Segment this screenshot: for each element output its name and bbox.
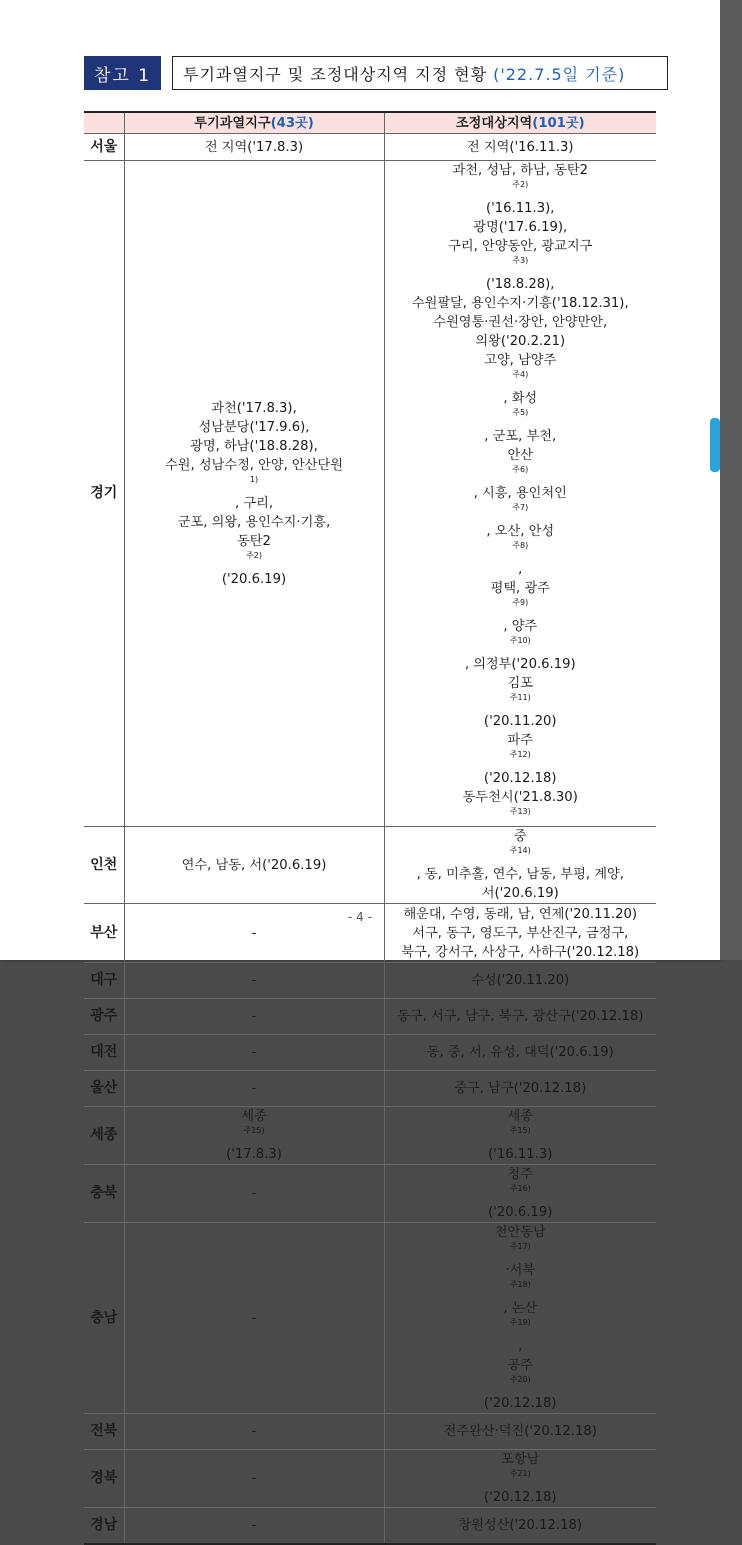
region-name: 울산 bbox=[84, 1071, 124, 1107]
cell-text: , 동, 미추홀, 연수, 남동, 부평, 계양, bbox=[416, 867, 624, 882]
cell-text: 중구, 남구('20.12.18) bbox=[454, 1081, 587, 1096]
footnote-marker: 주2) bbox=[512, 180, 529, 189]
cell-line bbox=[388, 924, 654, 943]
speculation-cell bbox=[124, 999, 384, 1035]
footnote-marker: 1) bbox=[249, 474, 259, 484]
cell-line bbox=[388, 218, 654, 237]
cell-text: , 오산, 안성 bbox=[486, 524, 555, 539]
cell-text: ('20.12.18) bbox=[483, 771, 557, 786]
cell-text: 창원성산('20.12.18) bbox=[458, 1517, 583, 1533]
region-name: 대구 bbox=[84, 963, 124, 999]
cell-line bbox=[388, 1450, 654, 1507]
region-name: 세종 bbox=[84, 1107, 124, 1165]
cell-text: - bbox=[251, 925, 257, 941]
cell-line bbox=[128, 437, 381, 456]
cell-text: 청주 bbox=[507, 1167, 533, 1182]
reference-label: 참고 1 bbox=[84, 56, 161, 90]
cell-line bbox=[388, 313, 654, 332]
cell-text: 동탄2 bbox=[237, 533, 271, 549]
adjustment-cell bbox=[384, 1450, 656, 1508]
speculation-cell bbox=[124, 134, 384, 161]
cell-line bbox=[128, 1184, 381, 1203]
speculation-cell bbox=[124, 1071, 384, 1107]
adjustment-cell bbox=[384, 999, 656, 1035]
footnote-marker: 주6) bbox=[512, 465, 529, 474]
cell-text: 전 지역('17.8.3) bbox=[204, 139, 304, 155]
cell-line bbox=[128, 1107, 381, 1164]
speculation-cell bbox=[124, 1165, 384, 1223]
cell-text: , 화성 bbox=[503, 391, 538, 406]
cell-line bbox=[388, 674, 654, 731]
adjustment-cell bbox=[384, 1508, 656, 1544]
speculation-cell bbox=[124, 1414, 384, 1450]
cell-line bbox=[128, 971, 381, 990]
cell-text: ('16.11.3), bbox=[486, 201, 555, 216]
footnote-marker: 주15) bbox=[509, 1126, 531, 1135]
table-row bbox=[84, 1414, 656, 1450]
cell-text: 의왕('20.2.21) bbox=[475, 334, 566, 349]
cell-text: , 의정부('20.6.19) bbox=[464, 657, 576, 672]
cell-text: 전주완산·덕진('20.12.18) bbox=[443, 1424, 597, 1439]
cell-line bbox=[388, 731, 654, 788]
speculation-cell bbox=[124, 1450, 384, 1508]
cell-text: - bbox=[251, 1045, 257, 1060]
cell-text: - bbox=[251, 1424, 257, 1439]
cell-text: 수성('20.11.20) bbox=[471, 973, 570, 988]
cell-text: 북구, 강서구, 사상구, 사하구('20.12.18) bbox=[401, 944, 640, 960]
cell-text: 서('20.6.19) bbox=[481, 886, 559, 901]
cell-line bbox=[388, 827, 654, 884]
cell-text: ·서북 bbox=[505, 1263, 536, 1278]
cell-text: , bbox=[518, 562, 523, 577]
footnote-marker: 주15) bbox=[243, 1126, 265, 1135]
region-name: 서울 bbox=[84, 134, 124, 161]
footnote-marker: 주20) bbox=[509, 1375, 531, 1384]
adjustment-cell bbox=[384, 963, 656, 999]
footnote-marker: 주9) bbox=[512, 598, 529, 607]
cell-text: ('17.8.3) bbox=[226, 1147, 282, 1162]
cell-text: , bbox=[518, 1339, 523, 1354]
cell-line bbox=[388, 884, 654, 903]
cell-text: , 시흥, 용인처인 bbox=[473, 486, 567, 501]
cell-line bbox=[388, 1223, 654, 1356]
title-text: 투기과열지구 및 조정대상지역 지정 현황 bbox=[183, 64, 488, 84]
cell-text: 구리, 안양동안, 광교지구 bbox=[448, 239, 593, 254]
speculation-cell bbox=[124, 1107, 384, 1165]
cell-text: 세종 bbox=[507, 1109, 533, 1124]
cell-text: 고양, 남양주 bbox=[484, 353, 557, 368]
header-speculation-count: (43곳) bbox=[270, 115, 314, 131]
cell-text: 전 지역('16.11.3) bbox=[466, 139, 574, 155]
cell-line bbox=[388, 1079, 654, 1098]
cell-line bbox=[388, 971, 654, 990]
cell-text: 과천, 성남, 하남, 동탄2 bbox=[452, 163, 588, 178]
cell-text: 동두천시('21.8.30) bbox=[462, 790, 578, 805]
footnote-marker: 주21) bbox=[509, 1469, 531, 1478]
table-row bbox=[84, 1165, 656, 1223]
region-name: 충남 bbox=[84, 1223, 124, 1414]
footnote-marker: 주7) bbox=[512, 503, 529, 512]
cell-line bbox=[128, 138, 381, 157]
cell-line bbox=[128, 1007, 381, 1026]
cell-text: 군포, 의왕, 용인수지·기흥, bbox=[177, 514, 331, 530]
cell-text: , 군포, 부천, bbox=[484, 429, 557, 444]
region-name: 경북 bbox=[84, 1450, 124, 1508]
cell-line bbox=[128, 1309, 381, 1328]
cell-line bbox=[128, 1043, 381, 1062]
cell-text: ('20.6.19) bbox=[221, 571, 287, 587]
cell-text: 서구, 동구, 영도구, 부산진구, 금정구, bbox=[412, 925, 629, 941]
cell-text: ('16.11.3) bbox=[488, 1147, 553, 1162]
cell-text: 중 bbox=[513, 829, 527, 844]
cell-text: - bbox=[251, 1310, 257, 1326]
cell-text: 성남분당('17.9.6), bbox=[198, 419, 310, 435]
cell-text: - bbox=[251, 1517, 257, 1533]
header-blank bbox=[84, 112, 124, 134]
cell-text: ('20.12.18) bbox=[483, 1490, 557, 1505]
adjustment-cell bbox=[384, 1071, 656, 1107]
speculation-cell bbox=[124, 161, 384, 827]
page-number: - 4 - bbox=[348, 910, 372, 924]
adjustment-cell bbox=[384, 1165, 656, 1223]
speculation-cell bbox=[124, 1223, 384, 1414]
footnote-marker: 주5) bbox=[512, 408, 529, 417]
cell-line bbox=[128, 1516, 381, 1535]
cell-text: - bbox=[251, 1471, 257, 1486]
cell-text: - bbox=[251, 1081, 257, 1096]
cell-text: 김포 bbox=[507, 676, 533, 691]
cell-text: 연수, 남동, 서('20.6.19) bbox=[181, 857, 327, 873]
cell-text: 수원영통·권선·장안, 안양만안, bbox=[433, 315, 608, 330]
cell-line bbox=[128, 532, 381, 589]
cell-line bbox=[128, 456, 381, 513]
table-row bbox=[84, 1107, 656, 1165]
cell-line bbox=[128, 418, 381, 437]
header-adjustment-count: (101곳) bbox=[532, 115, 585, 131]
table-header-row bbox=[84, 112, 656, 134]
cell-text: 해운대, 수영, 동래, 남, 연제('20.11.20) bbox=[403, 906, 638, 922]
designation-table bbox=[84, 111, 656, 1545]
cell-line bbox=[128, 513, 381, 532]
cell-text: 광명, 하남('18.8.28), bbox=[190, 438, 318, 454]
table-row bbox=[84, 134, 656, 161]
adjustment-cell bbox=[384, 1223, 656, 1414]
table-row bbox=[84, 999, 656, 1035]
cell-line bbox=[388, 237, 654, 294]
footnote-marker: 주16) bbox=[509, 1184, 531, 1193]
cell-line bbox=[388, 332, 654, 351]
cell-text: 동구, 서구, 남구, 북구, 광산구('20.12.18) bbox=[397, 1009, 644, 1024]
footnote-marker: 주13) bbox=[509, 807, 531, 816]
footnote-marker: 주18) bbox=[509, 1280, 531, 1289]
cell-text: - bbox=[251, 1009, 257, 1024]
adjustment-cell bbox=[384, 1414, 656, 1450]
cell-line bbox=[388, 943, 654, 962]
cell-text: ('20.11.20) bbox=[483, 714, 557, 729]
region-name: 경기 bbox=[84, 161, 124, 827]
footnote-marker: 주10) bbox=[509, 636, 531, 645]
cell-text: 포항남 bbox=[501, 1452, 540, 1467]
cell-line bbox=[128, 924, 381, 943]
footnote-marker: 주2) bbox=[246, 550, 262, 560]
adjustment-cell bbox=[384, 161, 656, 827]
header-speculation-label: 투기과열지구 bbox=[194, 115, 271, 131]
table-row bbox=[84, 963, 656, 999]
table-row bbox=[84, 1035, 656, 1071]
region-name: 대전 bbox=[84, 1035, 124, 1071]
cell-line bbox=[388, 161, 654, 218]
scrollbar-thumb[interactable] bbox=[710, 418, 720, 472]
cell-text: 동, 중, 서, 유성, 대덕('20.6.19) bbox=[426, 1045, 614, 1060]
region-name: 부산 bbox=[84, 904, 124, 963]
adjustment-cell bbox=[384, 1107, 656, 1165]
cell-text: 과천('17.8.3), bbox=[211, 400, 297, 416]
cell-line bbox=[388, 1043, 654, 1062]
cell-line bbox=[388, 1356, 654, 1413]
footnote-marker: 주19) bbox=[509, 1318, 531, 1327]
table-row bbox=[84, 161, 656, 827]
region-name: 광주 bbox=[84, 999, 124, 1035]
region-name: 인천 bbox=[84, 827, 124, 904]
cell-line bbox=[388, 446, 654, 579]
cell-text: ('20.12.18) bbox=[483, 1396, 557, 1411]
cell-line bbox=[128, 399, 381, 418]
footnote-marker: 주11) bbox=[509, 693, 531, 702]
cell-line bbox=[388, 579, 654, 674]
header-adjustment bbox=[384, 112, 656, 134]
cell-line bbox=[388, 351, 654, 446]
cell-line bbox=[128, 1469, 381, 1488]
cell-text: ('18.8.28), bbox=[486, 277, 555, 292]
cell-text: , 구리, bbox=[234, 495, 274, 511]
cell-line bbox=[388, 1422, 654, 1441]
cell-line bbox=[388, 1107, 654, 1164]
table-row bbox=[84, 1508, 656, 1544]
cell-line bbox=[388, 788, 654, 826]
footnote-marker: 주12) bbox=[509, 750, 531, 759]
cell-text: - bbox=[251, 973, 257, 988]
header-adjustment-label: 조정대상지역 bbox=[455, 115, 533, 131]
cell-line bbox=[128, 856, 381, 875]
header-speculation bbox=[124, 112, 384, 134]
cell-text: 세종 bbox=[241, 1109, 267, 1124]
cell-text: 수원, 성남수정, 안양, 안산단원 bbox=[164, 457, 344, 473]
footnote-marker: 주4) bbox=[512, 370, 529, 379]
scrollbar-track[interactable] bbox=[720, 0, 742, 960]
cell-text: 평택, 광주 bbox=[490, 581, 550, 596]
adjustment-cell bbox=[384, 1035, 656, 1071]
cell-line bbox=[388, 1516, 654, 1535]
table-row bbox=[84, 827, 656, 904]
footnote-marker: 주3) bbox=[512, 256, 529, 265]
cell-line bbox=[388, 1165, 654, 1222]
cell-text: 천안동남 bbox=[494, 1225, 546, 1240]
speculation-cell bbox=[124, 1508, 384, 1544]
region-name: 충북 bbox=[84, 1165, 124, 1223]
adjustment-cell bbox=[384, 134, 656, 161]
cell-text: ('20.6.19) bbox=[488, 1205, 553, 1220]
footnote-marker: 주17) bbox=[509, 1242, 531, 1251]
cell-text: 파주 bbox=[507, 733, 533, 748]
cell-line bbox=[388, 294, 654, 313]
page-title bbox=[172, 56, 668, 90]
cell-text: 광명('17.6.19), bbox=[473, 220, 568, 235]
cell-text: 수원팔달, 용인수지·기흥('18.12.31), bbox=[411, 296, 629, 311]
speculation-cell bbox=[124, 1035, 384, 1071]
region-name: 전북 bbox=[84, 1414, 124, 1450]
cell-text: 안산 bbox=[507, 448, 533, 463]
cell-line bbox=[388, 138, 654, 157]
cell-line bbox=[388, 1007, 654, 1026]
cell-line bbox=[128, 1079, 381, 1098]
table-row bbox=[84, 1450, 656, 1508]
footnote-marker: 주14) bbox=[509, 846, 531, 855]
cell-text: , 논산 bbox=[503, 1301, 538, 1316]
table-row bbox=[84, 1071, 656, 1107]
title-date: ('22.7.5일 기준) bbox=[493, 64, 626, 84]
speculation-cell bbox=[124, 827, 384, 904]
cell-line bbox=[128, 1422, 381, 1441]
speculation-cell bbox=[124, 963, 384, 999]
cell-text: - bbox=[251, 1186, 257, 1201]
cell-text: 공주 bbox=[507, 1358, 533, 1373]
region-name: 경남 bbox=[84, 1508, 124, 1544]
table-row bbox=[84, 1223, 656, 1414]
adjustment-cell bbox=[384, 827, 656, 904]
footnote-marker: 주8) bbox=[512, 541, 529, 550]
cell-text: , 양주 bbox=[503, 619, 538, 634]
